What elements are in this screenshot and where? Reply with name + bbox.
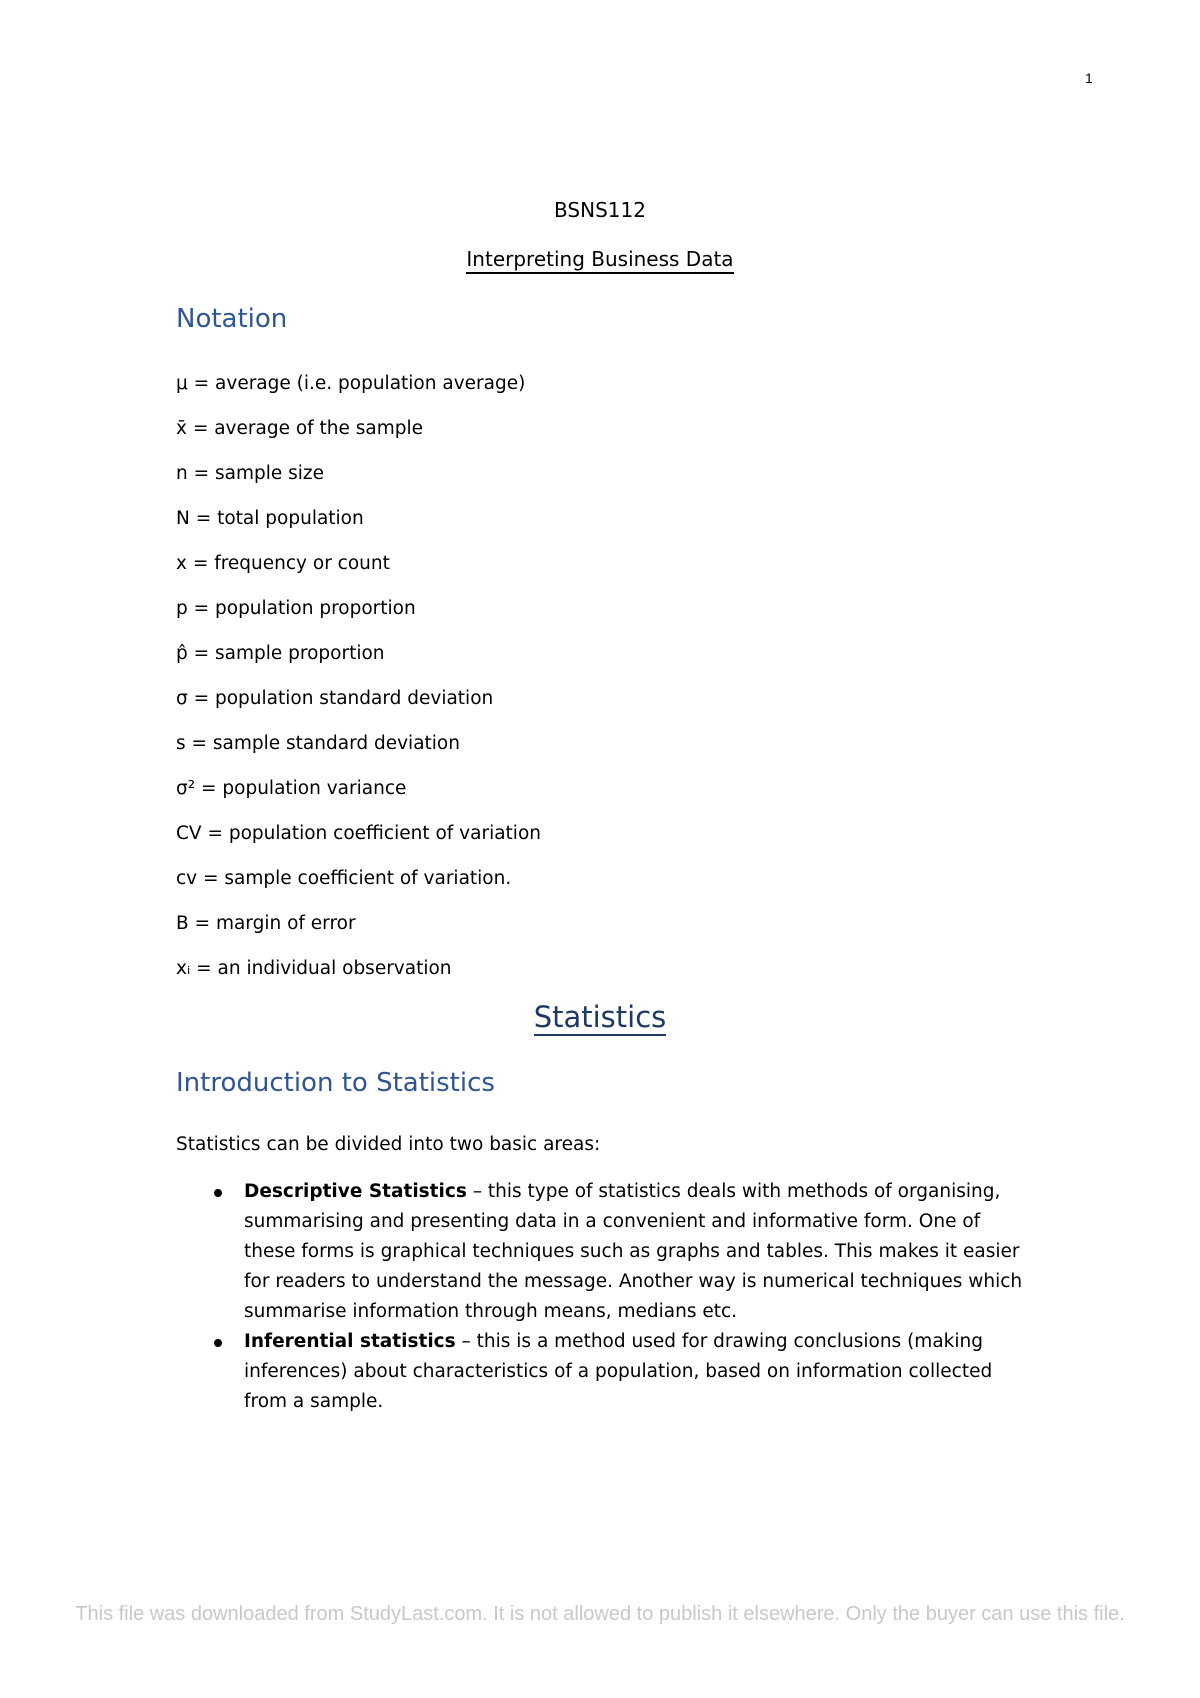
- notation-item: x = frequency or count: [176, 553, 390, 574]
- bullet-text: – this type of statistics deals with methods of organising, summarising and presenting data in a convenient and informative form. One of these forms is graphical techniques such as graphs and tables. This makes it easier for readers to understand the message. Another way is numerical techniques which summarise information through means, medians etc.: [244, 1181, 1023, 1322]
- bullet-item-descriptive: [176, 1177, 1026, 1327]
- bullet-icon: [214, 1339, 222, 1347]
- notation-item: p̂ = sample proportion: [176, 643, 385, 664]
- notation-item: CV = population coefficient of variation: [176, 823, 541, 844]
- bullet-text: – this is a method used for drawing conclusions (making inferences) about characteristics of a population, based on information collected from a sample.: [244, 1331, 993, 1412]
- notation-item: x̄ = average of the sample: [176, 418, 424, 439]
- course-code: BSNS112: [554, 198, 646, 222]
- notation-item: n = sample size: [176, 463, 324, 484]
- notation-item: xᵢ = an individual observation: [176, 958, 452, 979]
- notation-item: cv = sample coefficient of variation.: [176, 868, 512, 889]
- intro-heading: Introduction to Statistics: [176, 1068, 495, 1098]
- notation-item: σ = population standard deviation: [176, 688, 494, 709]
- notation-heading: Notation: [176, 304, 288, 334]
- bullet-term: Descriptive Statistics: [244, 1181, 467, 1202]
- notation-item: p = population proportion: [176, 598, 416, 619]
- statistics-bullet-list: [176, 1177, 1026, 1417]
- page-number: 1: [1085, 70, 1093, 86]
- intro-text: Statistics can be divided into two basic areas:: [176, 1134, 601, 1155]
- statistics-title-text: Statistics: [533, 1000, 667, 1034]
- notation-item: μ = average (i.e. population average): [176, 373, 526, 394]
- notation-item: N = total population: [176, 508, 364, 529]
- bullet-icon: [214, 1189, 222, 1197]
- bullet-item-inferential: [176, 1327, 1026, 1417]
- notation-item: s = sample standard deviation: [176, 733, 460, 754]
- notation-item: B = margin of error: [176, 913, 356, 934]
- statistics-title: [0, 1000, 1200, 1034]
- download-notice-footer: This file was downloaded from StudyLast.com. It is not allowed to publish it elsewhere. Only the buyer can use this file.: [75, 1603, 1125, 1625]
- document-title: [0, 247, 1200, 271]
- notation-item: σ² = population variance: [176, 778, 407, 799]
- document-title-text: Interpreting Business Data: [466, 247, 733, 274]
- notation-list: [176, 370, 541, 1000]
- bullet-term: Inferential statistics: [244, 1331, 456, 1352]
